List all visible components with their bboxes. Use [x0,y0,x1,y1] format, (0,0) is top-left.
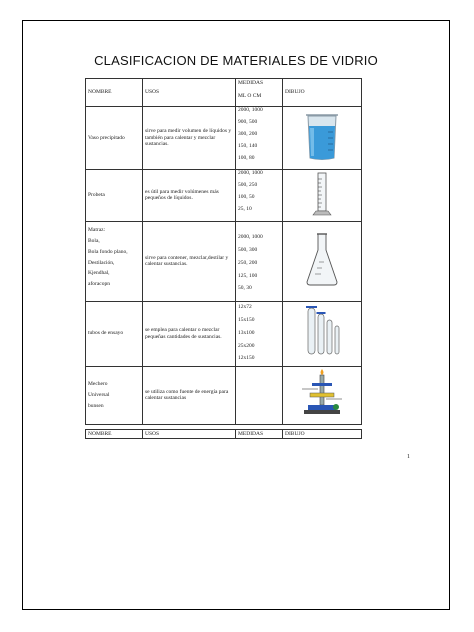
measure-value: 13x100 [238,329,255,336]
graduated-cylinder-icon [310,171,334,217]
name-line: Matraz: [88,226,106,233]
measure-value: 2000, 1000 [238,107,263,113]
measure-value: 150, 140 [238,142,258,149]
measure-value: 250, 200 [238,259,258,266]
header-uses: USOS [143,79,236,107]
table-row [86,170,362,222]
row-measures [236,221,283,301]
row-drawing [283,107,362,170]
table-row [86,107,362,170]
beaker-icon [302,112,342,162]
name-line: Bola, [88,237,100,244]
measure-value: 25, 10 [238,205,252,212]
row-uses: sirve para medir volumen de líquidos y también para calentar y mezclar sustancias. [143,107,236,170]
header-name: NOMBRE [86,79,143,107]
row-drawing [283,170,362,222]
row-drawing [283,221,362,301]
page-number: 1 [407,454,410,460]
measure-value: 50, 30 [238,285,252,292]
row-measures [236,366,283,424]
header-measures [236,79,283,107]
table-row [86,301,362,366]
measure-value: 500, 300 [238,246,258,253]
materials-table [85,78,362,425]
name-line: bunsen [88,402,104,409]
header-measures-line2: ML O CM [238,92,262,99]
measure-value: 2000, 1000 [238,170,263,176]
bunsen-burner-icon [298,369,346,419]
test-tubes-icon [302,304,342,360]
page-title: CLASIFICACION DE MATERIALES DE VIDRIO [94,53,378,68]
measure-value: 500, 250 [238,181,258,188]
row-measures [236,107,283,170]
footer-header-drawing: DIBUJO [283,430,362,439]
row-drawing [283,366,362,424]
name-line: Bola fondo plano, [88,248,128,255]
measure-value: 125, 100 [238,272,258,279]
measure-value: 100, 50 [238,193,255,200]
row-measures [236,170,283,222]
row-name: tubos de ensayo [86,301,143,366]
name-line: Destilación, [88,259,115,266]
erlenmeyer-flask-icon [304,232,340,288]
footer-header-row [86,430,362,439]
footer-header-table [85,429,362,439]
name-line: Universal [88,391,110,398]
name-line: Mechero [88,381,108,388]
row-name [86,221,143,301]
footer-header-name: NOMBRE [86,430,143,439]
row-uses: sirve para contener, mezclar,destilar y calentar sustancias. [143,221,236,301]
name-line: aforacopn [88,281,110,288]
measure-value: 12x150 [238,355,255,362]
measure-value: 300, 200 [238,130,258,137]
table-row [86,366,362,424]
measure-value: 900, 500 [238,118,258,125]
header-measures-line1: MEDIDAS [238,80,264,86]
header-drawing: DIBUJO [283,79,362,107]
measure-value: 2000, 1000 [238,233,263,240]
footer-header-uses: USOS [143,430,236,439]
footer-header-measures: MEDIDAS [236,430,283,439]
measure-value: 15x150 [238,316,255,323]
row-drawing [283,301,362,366]
row-uses: es útil para medir volúmenes más pequeños de líquidos. [143,170,236,222]
row-uses: se utiliza como fuente de energía para calentar sustancias [143,366,236,424]
row-name: Vaso precipitado [86,107,143,170]
measure-value: 100, 80 [238,154,255,161]
measure-value: 12x72 [238,303,252,310]
table-header-row [86,79,362,107]
name-line: Kjendhal, [88,270,110,277]
row-measures [236,301,283,366]
row-name: Probeta [86,170,143,222]
row-name [86,366,143,424]
table-row [86,221,362,301]
measure-value: 25x200 [238,342,255,349]
row-uses: se emplea para calentar o mezclar pequeñas cantidades de sustancias. [143,301,236,366]
